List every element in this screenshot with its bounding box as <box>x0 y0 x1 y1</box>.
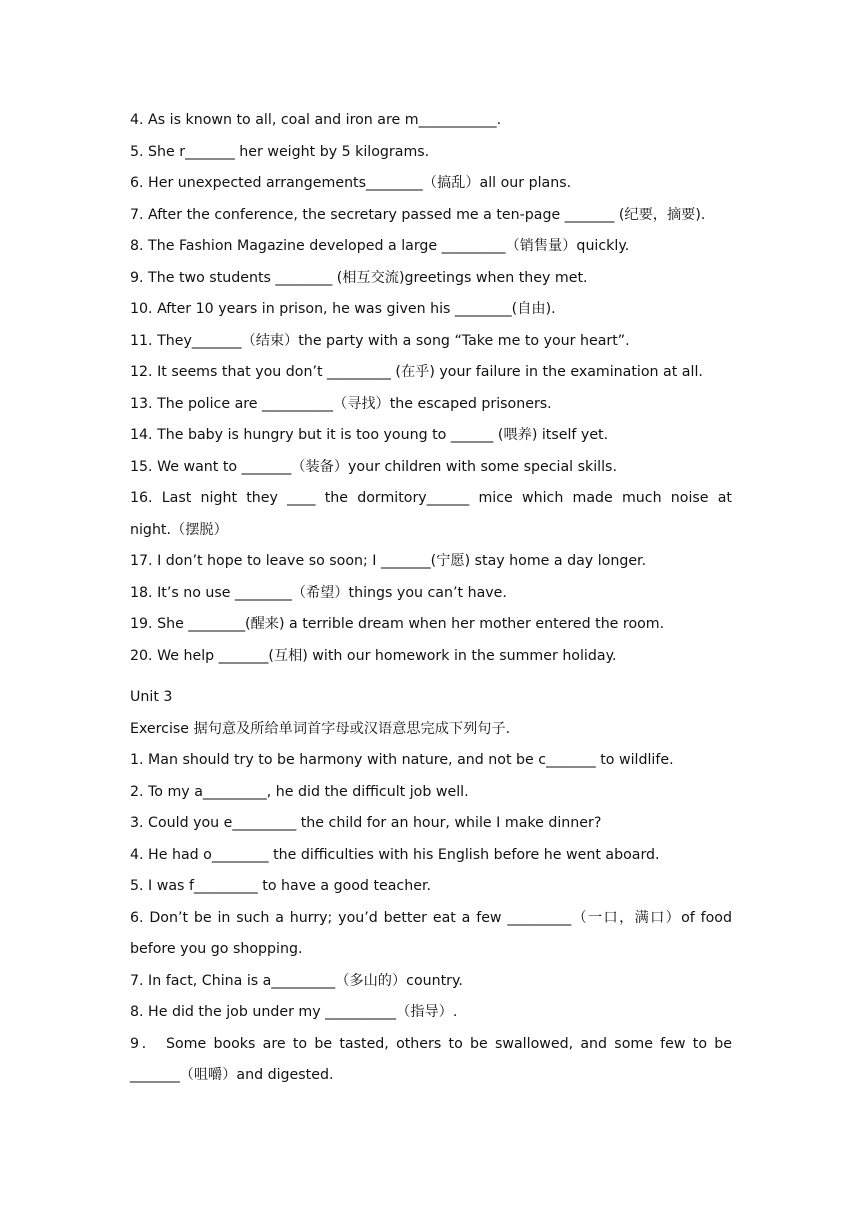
exercise-item-16-line1: 16. Last night they ____ the dormitory______ mice which made much noise at <box>130 490 732 506</box>
exercise-item-6-line2: before you go shopping. <box>130 941 303 957</box>
exercise-item: 3. Could you e_________ the child for an hour, while I make dinner? <box>130 815 602 831</box>
exercise-item: 20. We help _______(互相) with our homework in the summer holiday. <box>130 647 617 664</box>
exercise-item: 13. The police are __________（寻找）the escaped prisoners. <box>130 395 552 412</box>
exercise-item-9-line1: 9． Some books are to be tasted, others to be swallowed, and some few to be <box>130 1035 732 1052</box>
exercise-item: 7. In fact, China is a_________（多山的）country. <box>130 972 463 989</box>
exercise-item: 7. After the conference, the secretary passed me a ten-page _______ (纪要，摘要). <box>130 206 706 223</box>
exercise-item: 4. He had o________ the difficulties with his English before he went aboard. <box>130 846 660 863</box>
exercise-item-9-line2: _______（咀嚼）and digested. <box>130 1067 334 1083</box>
exercise-item: 5. She r_______ her weight by 5 kilograms. <box>130 143 430 160</box>
exercise-item: 11. They_______（结束）the party with a song “Take me to your heart”. <box>130 332 630 349</box>
exercise-item: 18. It’s no use ________（希望）things you can’t have. <box>130 584 507 601</box>
exercise-item: 12. It seems that you don’t _________ (在乎) your failure in the examination at all. <box>130 364 703 380</box>
exercise-item: 2. To my a_________, he did the difficult job well. <box>130 783 469 800</box>
unit-heading: Unit 3 <box>130 689 173 705</box>
exercise-item: 6. Her unexpected arrangements________（搞乱）all our plans. <box>130 175 572 191</box>
exercise-item: 4. As is known to all, coal and iron are m___________. <box>130 112 502 128</box>
exercise-item-16-line2: night.（摆脱） <box>130 521 228 538</box>
exercise-item: 17. I don’t hope to leave so soon; I _______(宁愿) stay home a day longer. <box>130 553 647 569</box>
exercise-item: 9. The two students ________ (相互交流)greetings when they met. <box>130 269 588 286</box>
exercise-item: 5. I was f_________ to have a good teacher. <box>130 878 431 894</box>
document-page <box>130 108 732 1095</box>
exercise-item: 8. He did the job under my __________（指导）. <box>130 1004 458 1020</box>
exercise-item: 10. After 10 years in prison, he was given his ________(自由). <box>130 301 556 317</box>
exercise-item-6-line1: 6. Don’t be in such a hurry; you’d better eat a few _________（一口，满口）of food <box>130 909 732 926</box>
exercise-item: 19. She ________(醒来) a terrible dream when her mother entered the room. <box>130 616 665 632</box>
exercise-item: 14. The baby is hungry but it is too young to ______ (喂养) itself yet. <box>130 427 609 443</box>
exercise-item: 8. The Fashion Magazine developed a large _________（销售量）quickly. <box>130 238 630 254</box>
exercise-item: 1. Man should try to be harmony with nature, and not be c_______ to wildlife. <box>130 752 674 768</box>
exercise-item: 15. We want to _______（装备）your children with some special skills. <box>130 458 617 475</box>
section-spacer <box>130 675 732 685</box>
exercise-instruction: Exercise 据句意及所给单词首字母或汉语意思完成下列句子. <box>130 720 511 737</box>
